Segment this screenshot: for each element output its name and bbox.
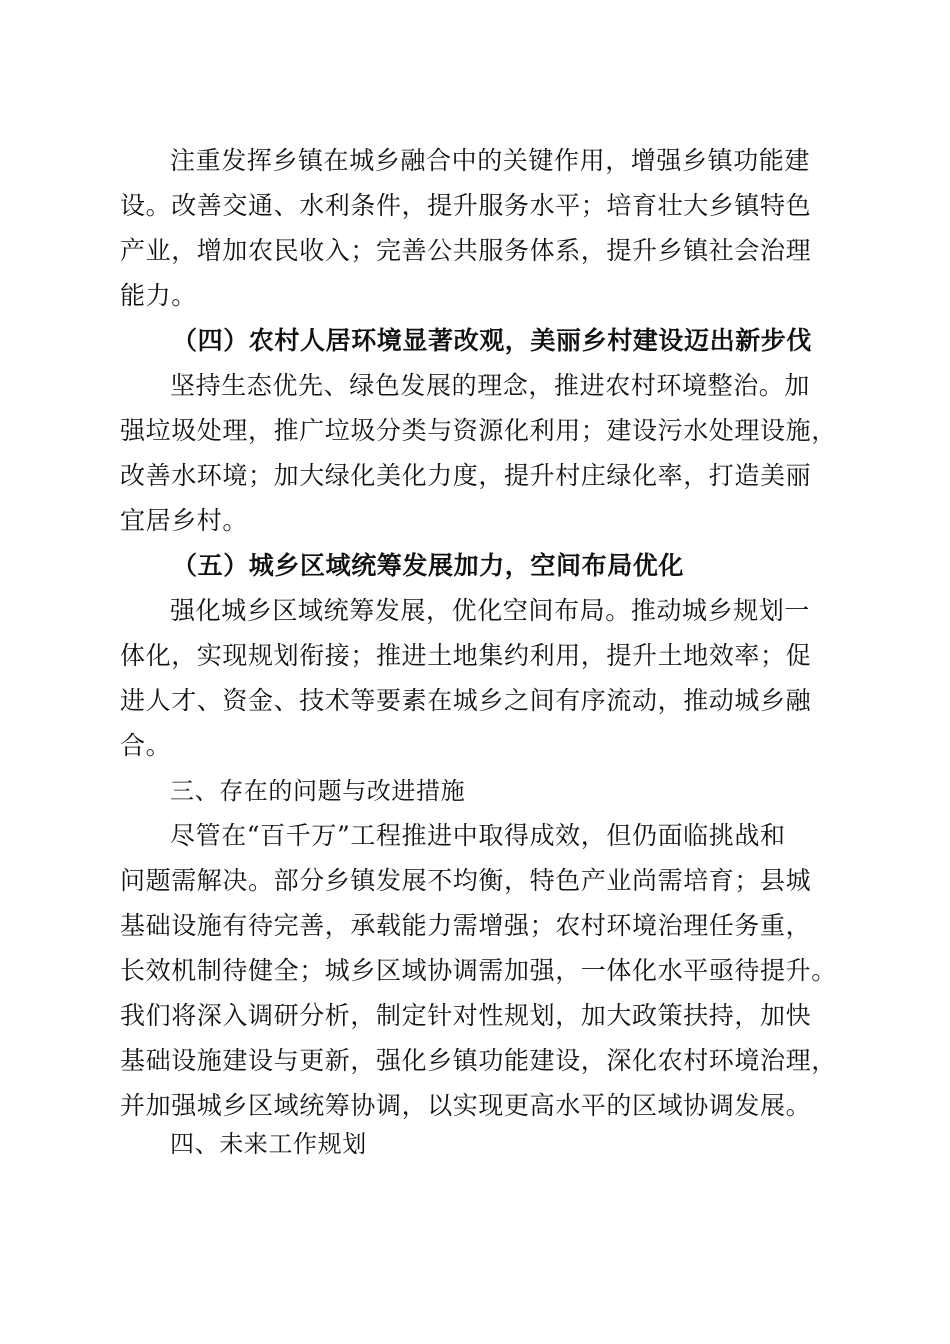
town-function-line-1: 注重发挥乡镇在城乡融合中的关键作用，增强乡镇功能建 — [170, 146, 811, 175]
coordination-line-1: 强化城乡区域统筹发展，优化空间布局。推动城乡规划一 — [170, 596, 811, 625]
problems-line-2: 问题需解决。部分乡镇发展不均衡，特色产业尚需培育；县城 — [120, 866, 812, 895]
coordination-line-3: 进人才、资金、技术等要素在城乡之间有序流动，推动城乡融 — [120, 686, 812, 715]
environment-line-2: 强垃圾处理，推广垃圾分类与资源化利用；建设污水处理设施， — [120, 416, 837, 445]
coordination-line-4: 合。 — [120, 731, 172, 760]
environment-line-3: 改善水环境；加大绿化美化力度，提升村庄绿化率，打造美丽 — [120, 461, 812, 490]
section-four-heading: （四）农村人居环境显著改观，美丽乡村建设迈出新步伐 — [172, 326, 813, 355]
town-function-line-2: 设。改善交通、水利条件，提升服务水平；培育壮大乡镇特色 — [120, 191, 812, 220]
coordination-line-2: 体化，实现规划衔接；推进土地集约利用，提升土地效率；促 — [120, 641, 812, 670]
environment-line-1: 坚持生态优先、绿色发展的理念，推进农村环境整治。加 — [170, 371, 811, 400]
problems-line-4: 长效机制待健全；城乡区域协调需加强，一体化水平亟待提升。 — [120, 956, 837, 985]
town-function-line-3: 产业，增加农民收入；完善公共服务体系，提升乡镇社会治理 — [120, 236, 812, 265]
problems-line-7: 并加强城乡区域统筹协调，以实现更高水平的区域协调发展。 — [120, 1091, 812, 1120]
problems-line-3: 基础设施有待完善，承载能力需增强；农村环境治理任务重， — [120, 911, 812, 940]
problems-line-6: 基础设施建设与更新，强化乡镇功能建设，深化农村环境治理， — [120, 1046, 837, 1075]
chapter-four-heading: 四、未来工作规划 — [170, 1130, 367, 1158]
section-five-heading: （五）城乡区域统筹发展加力，空间布局优化 — [172, 551, 685, 580]
town-function-line-4: 能力。 — [120, 281, 197, 310]
environment-line-4: 宜居乡村。 — [120, 506, 249, 535]
problems-line-5: 我们将深入调研分析，制定针对性规划，加大政策扶持，加快 — [120, 1001, 812, 1030]
problems-line-1: 尽管在“百千万”工程推进中取得成效，但仍面临挑战和 — [170, 821, 786, 850]
chapter-three-heading: 三、存在的问题与改进措施 — [170, 777, 466, 805]
